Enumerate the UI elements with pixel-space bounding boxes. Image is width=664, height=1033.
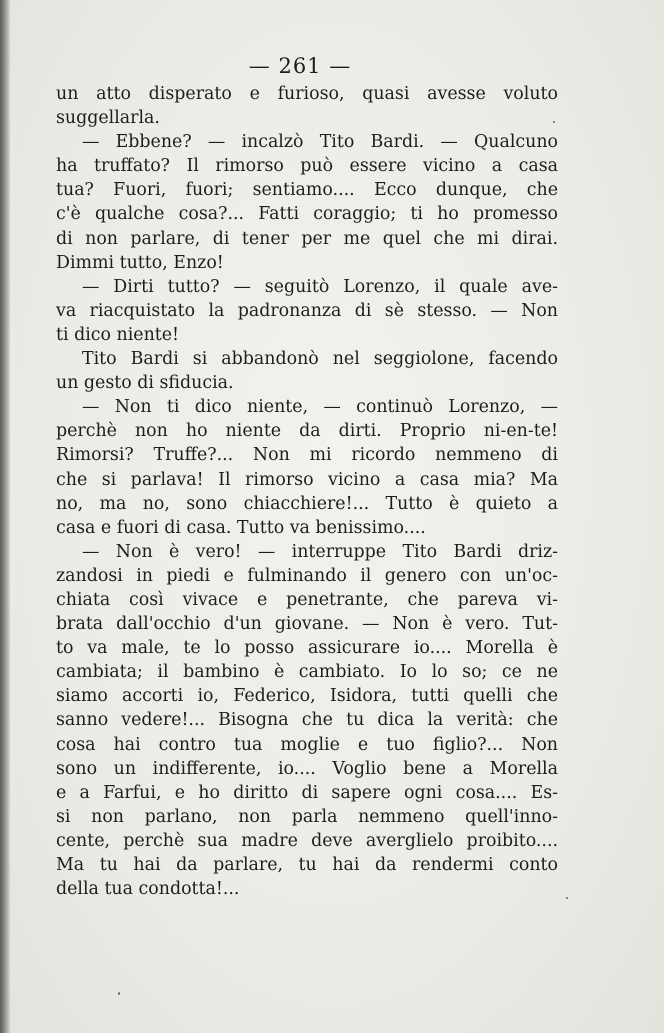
text-line: un gesto di sfiducia. [56, 373, 234, 394]
text-line: cente, perchè sua madre deve averglielo proibito.... [56, 830, 558, 851]
text-line: e a Farfui, e ho diritto di sapere ogni cosa.... Es- [56, 782, 558, 803]
page-binding-edge [0, 0, 10, 1033]
text-line: sono un indifferente, io.... Voglio bene a Morella [56, 758, 558, 779]
text-line: casa e fuori di casa. Tutto va benissimo.... [56, 517, 426, 538]
text-line: siamo accorti io, Federico, Isidora, tutti quelli che [56, 686, 558, 707]
paper-speck [566, 897, 568, 899]
text-line: della tua condotta!... [56, 879, 240, 900]
text-line: — Non ti dico niente, — continuò Lorenzo, — [82, 397, 558, 418]
text-line: no, ma no, sono chiacchiere!... Tutto è quieto a [56, 493, 558, 514]
text-line: suggellarla. [56, 108, 160, 129]
text-line: un atto disperato e furioso, quasi avesse voluto [56, 84, 558, 104]
text-line: di non parlare, di tener per me quel che mi dirai. [56, 228, 558, 249]
text-line: chiata così vivace e penetrante, che pareva vi- [56, 589, 558, 610]
text-line: ha truffato? Il rimorso può essere vicino a casa [56, 156, 558, 177]
text-line: che si parlava! Il rimorso vicino a casa mia? Ma [56, 469, 558, 490]
text-line: cosa hai contro tua moglie e tuo figlio?... Non [56, 734, 558, 755]
page-body-text [56, 82, 558, 901]
text-line: to va male, te lo posso assicurare io.... Morella è [56, 638, 558, 659]
text-line: Rimorsi? Truffe?... Non mi ricordo nemmeno di [56, 445, 558, 466]
paper-speck [118, 992, 120, 995]
text-line: zandosi in piedi e fulminando il genero con un'oc- [56, 565, 558, 586]
text-line: — Ebbene? — incalzò Tito Bardi. — Qualcuno [82, 132, 558, 153]
text-line: — Dirti tutto? — seguitò Lorenzo, il quale ave- [82, 276, 558, 297]
text-line: Dimmi tutto, Enzo! [56, 252, 224, 273]
text-line: si non parlano, non parla nemmeno quell'inno- [56, 806, 558, 827]
page-number: — 261 — [248, 54, 352, 78]
text-line: va riacquistato la padronanza di sè stesso. — Non [56, 300, 558, 321]
text-line: sanno vedere!... Bisogna che tu dica la verità: che [56, 710, 558, 731]
text-line: ti dico niente! [56, 324, 180, 345]
paper-speck [553, 121, 555, 123]
text-line: brata dall'occhio d'un giovane. — Non è vero. Tut- [56, 614, 558, 635]
text-line: cambiata; il bambino è cambiato. Io lo so; ce ne [56, 662, 558, 683]
text-line: Tito Bardi si abbandonò nel seggiolone, facendo [82, 349, 558, 370]
text-line: c'è qualche cosa?... Fatti coraggio; ti ho promesso [56, 204, 558, 225]
text-line: — Non è vero! — interruppe Tito Bardi driz- [82, 541, 558, 562]
text-line: Ma tu hai da parlare, tu hai da rendermi conto [56, 855, 558, 875]
text-line: tua? Fuori, fuori; sentiamo.... Ecco dunque, che [56, 180, 558, 201]
text-line: perchè non ho niente da dirti. Proprio ni-en-te! [56, 421, 558, 442]
